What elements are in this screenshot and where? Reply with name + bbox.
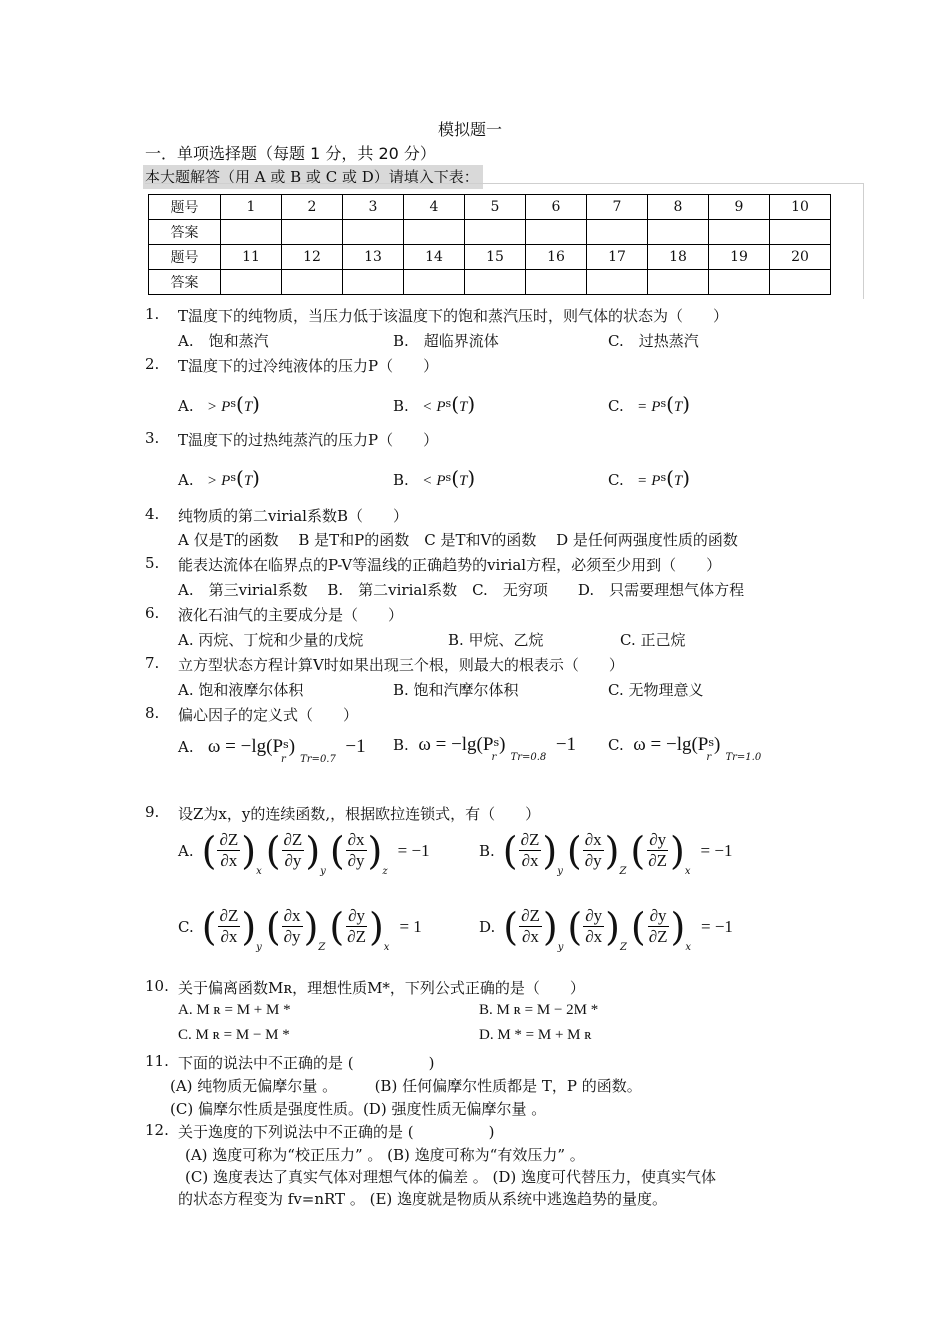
q11-line-2: (C) 偏摩尔性质是强度性质。(D) 强度性质无偏摩尔量 。 bbox=[170, 1100, 547, 1118]
table-row bbox=[149, 270, 831, 295]
q3-option-c: C. = $P^s(T)$ bbox=[608, 466, 691, 490]
page-title: 模拟题一 bbox=[438, 120, 503, 139]
q5-number: 5. bbox=[145, 554, 160, 572]
answer-cell[interactable] bbox=[709, 220, 770, 245]
answer-cell[interactable] bbox=[465, 220, 526, 245]
q2-number: 2. bbox=[145, 355, 160, 373]
q4-number: 4. bbox=[145, 505, 160, 523]
q12-line-3: 的状态方程变为 fv=nRT 。 (E) 逸度就是物质从系统中逃逸趋势的量度。 bbox=[178, 1190, 668, 1208]
q5-options: A. 第三virial系数 B. 第二virial系数 C. 无穷项 D. 只需要理想气体方程 bbox=[178, 581, 745, 599]
question-number: 5 bbox=[465, 195, 526, 220]
question-number: 14 bbox=[404, 245, 465, 270]
question-number: 20 bbox=[770, 245, 831, 270]
row-label: 答案 bbox=[149, 270, 221, 295]
answer-cell[interactable] bbox=[221, 220, 282, 245]
q11-stem: 下面的说法中不正确的是 ( ) bbox=[178, 1054, 435, 1072]
table-row bbox=[149, 220, 831, 245]
answer-cell[interactable] bbox=[587, 220, 648, 245]
answer-cell[interactable] bbox=[709, 270, 770, 295]
question-number: 2 bbox=[282, 195, 343, 220]
row-label: 题号 bbox=[149, 245, 221, 270]
q8-option-b: B. $\omega = -\lg(P^s)_r$ $_{Tr=0.8}$ −1 bbox=[393, 734, 577, 763]
q9-number: 9. bbox=[145, 803, 160, 821]
q2-option-c: C. = $P^s(T)$ bbox=[608, 392, 691, 416]
question-number: 9 bbox=[709, 195, 770, 220]
q9-option-c: C. ( $\frac{\partial Z}{\partial x}$ ) y ( $\frac{\partial x}{\partial y}$ ) Z ( $\frac{\partial y}{\partial Z}$ ) x = 1 bbox=[178, 904, 422, 953]
answer-cell[interactable] bbox=[343, 270, 404, 295]
q9-option-a: A. ( $\frac{\partial Z}{\partial x}$ ) x ( $\frac{\partial Z}{\partial y}$ ) y ( $\frac{\partial x}{\partial y}$ ) z = −1 bbox=[178, 828, 430, 877]
answer-cell[interactable] bbox=[770, 270, 831, 295]
q10-stem: 关于偏离函数Mʀ，理想性质M*，下列公式正确的是（ ） bbox=[178, 979, 585, 997]
q7-option-a: A. 饱和液摩尔体积 bbox=[178, 681, 304, 699]
q1-stem: T温度下的纯物质，当压力低于该温度下的饱和蒸汽压时，则气体的状态为（ ） bbox=[178, 307, 729, 325]
q12-stem: 关于逸度的下列说法中不正确的是 ( ) bbox=[178, 1123, 495, 1141]
q2-option-a: A. > $P^s(T)$ bbox=[178, 392, 260, 416]
q11-line-1: (A) 纯物质无偏摩尔量 。 (B) 任何偏摩尔性质都是 T，P 的函数。 bbox=[170, 1077, 642, 1095]
question-number: 4 bbox=[404, 195, 465, 220]
instruction-text: 本大题解答（用 A 或 B 或 C 或 D）请填入下表： bbox=[143, 165, 483, 189]
answer-cell[interactable] bbox=[282, 270, 343, 295]
answer-cell[interactable] bbox=[526, 220, 587, 245]
q1-option-a: A. 饱和蒸汽 bbox=[178, 332, 269, 350]
answer-cell[interactable] bbox=[221, 270, 282, 295]
q7-option-b: B. 饱和汽摩尔体积 bbox=[393, 681, 519, 699]
table-row bbox=[149, 245, 831, 270]
q6-option-b: B. 甲烷、乙烷 bbox=[448, 631, 544, 649]
question-number: 11 bbox=[221, 245, 282, 270]
question-number: 15 bbox=[465, 245, 526, 270]
row-label: 题号 bbox=[149, 195, 221, 220]
answer-cell[interactable] bbox=[648, 270, 709, 295]
q7-number: 7. bbox=[145, 654, 160, 672]
q4-options: A 仅是T的函数 B 是T和P的函数 C 是T和V的函数 D 是任何两强度性质的函数 bbox=[178, 531, 738, 549]
answer-table bbox=[148, 194, 831, 295]
q10-option-d: D. M * = M + M ʀ bbox=[479, 1027, 592, 1043]
q3-option-a: A. > $P^s(T)$ bbox=[178, 466, 260, 490]
q8-stem: 偏心因子的定义式（ ） bbox=[178, 706, 359, 724]
question-number: 19 bbox=[709, 245, 770, 270]
answer-cell[interactable] bbox=[343, 220, 404, 245]
q11-number: 11. bbox=[145, 1052, 169, 1070]
answer-cell[interactable] bbox=[404, 270, 465, 295]
question-number: 6 bbox=[526, 195, 587, 220]
q2-option-b: B. < $P^s(T)$ bbox=[393, 392, 476, 416]
q6-option-a: A. 丙烷、丁烷和少量的戊烷 bbox=[178, 631, 364, 649]
q6-option-c: C. 正己烷 bbox=[620, 631, 686, 649]
q12-line-1: (A) 逸度可称为“校正压力” 。 (B) 逸度可称为“有效压力” 。 bbox=[185, 1146, 585, 1164]
question-number: 18 bbox=[648, 245, 709, 270]
question-number: 8 bbox=[648, 195, 709, 220]
q9-stem: 设Z为x，y的连续函数,，根据欧拉连锁式，有（ ） bbox=[178, 805, 541, 823]
question-number: 3 bbox=[343, 195, 404, 220]
q5-stem: 能表达流体在临界点的P-V等温线的正确趋势的virial方程，必须至少用到（ ） bbox=[178, 556, 722, 574]
q4-stem: 纯物质的第二virial系数B（ ） bbox=[178, 507, 409, 525]
question-number: 10 bbox=[770, 195, 831, 220]
answer-cell[interactable] bbox=[648, 220, 709, 245]
answer-cell[interactable] bbox=[526, 270, 587, 295]
answer-cell[interactable] bbox=[770, 220, 831, 245]
answer-cell[interactable] bbox=[587, 270, 648, 295]
q1-option-b: B. 超临界流体 bbox=[393, 332, 499, 350]
q2-stem: T温度下的过冷纯液体的压力P（ ） bbox=[178, 357, 439, 375]
answer-cell[interactable] bbox=[465, 270, 526, 295]
question-number: 16 bbox=[526, 245, 587, 270]
answer-cell[interactable] bbox=[282, 220, 343, 245]
q8-option-c: C. $\omega = -\lg(P^s)_r$ $_{Tr=1.0}$ bbox=[608, 734, 762, 763]
question-number: 7 bbox=[587, 195, 648, 220]
question-number: 13 bbox=[343, 245, 404, 270]
q3-stem: T温度下的过热纯蒸汽的压力P（ ） bbox=[178, 431, 439, 449]
q3-number: 3. bbox=[145, 429, 160, 447]
q10-option-c: C. M ʀ = M − M * bbox=[178, 1027, 290, 1043]
q10-option-b: B. M ʀ = M − 2M * bbox=[479, 1002, 599, 1018]
q1-option-c: C. 过热蒸汽 bbox=[608, 332, 699, 350]
row-label: 答案 bbox=[149, 220, 221, 245]
question-number: 1 bbox=[221, 195, 282, 220]
question-number: 12 bbox=[282, 245, 343, 270]
answer-cell[interactable] bbox=[404, 220, 465, 245]
q3-option-b: B. < $P^s(T)$ bbox=[393, 466, 476, 490]
q10-option-a: A. M ʀ = M + M * bbox=[178, 1002, 291, 1018]
q6-stem: 液化石油气的主要成分是（ ） bbox=[178, 606, 404, 624]
q1-number: 1. bbox=[145, 305, 160, 323]
q8-number: 8. bbox=[145, 704, 160, 722]
section-heading: 一．单项选择题（每题 1 分，共 20 分） bbox=[145, 144, 436, 163]
q9-option-b: B. ( $\frac{\partial Z}{\partial x}$ ) y ( $\frac{\partial x}{\partial y}$ ) Z ( $\frac{\partial y}{\partial Z}$ ) x = −1 bbox=[479, 828, 733, 877]
q10-number: 10. bbox=[145, 977, 169, 995]
q6-number: 6. bbox=[145, 604, 160, 622]
q12-number: 12. bbox=[145, 1121, 169, 1139]
q12-line-2: (C) 逸度表达了真实气体对理想气体的偏差 。 (D) 逸度可代替压力，使真实气体 bbox=[185, 1168, 716, 1186]
table-row bbox=[149, 195, 831, 220]
q7-stem: 立方型状态方程计算V时如果出现三个根，则最大的根表示（ ） bbox=[178, 656, 624, 674]
q7-option-c: C. 无物理意义 bbox=[608, 681, 704, 699]
q8-option-a: A. $\omega = -\lg(P^s)_r$ $_{Tr=0.7}$ −1 bbox=[178, 736, 366, 765]
q9-option-d: D. ( $\frac{\partial Z}{\partial x}$ ) y ( $\frac{\partial y}{\partial x}$ ) Z ( $\frac{\partial y}{\partial Z}$ ) x = −1 bbox=[479, 904, 733, 953]
question-number: 17 bbox=[587, 245, 648, 270]
